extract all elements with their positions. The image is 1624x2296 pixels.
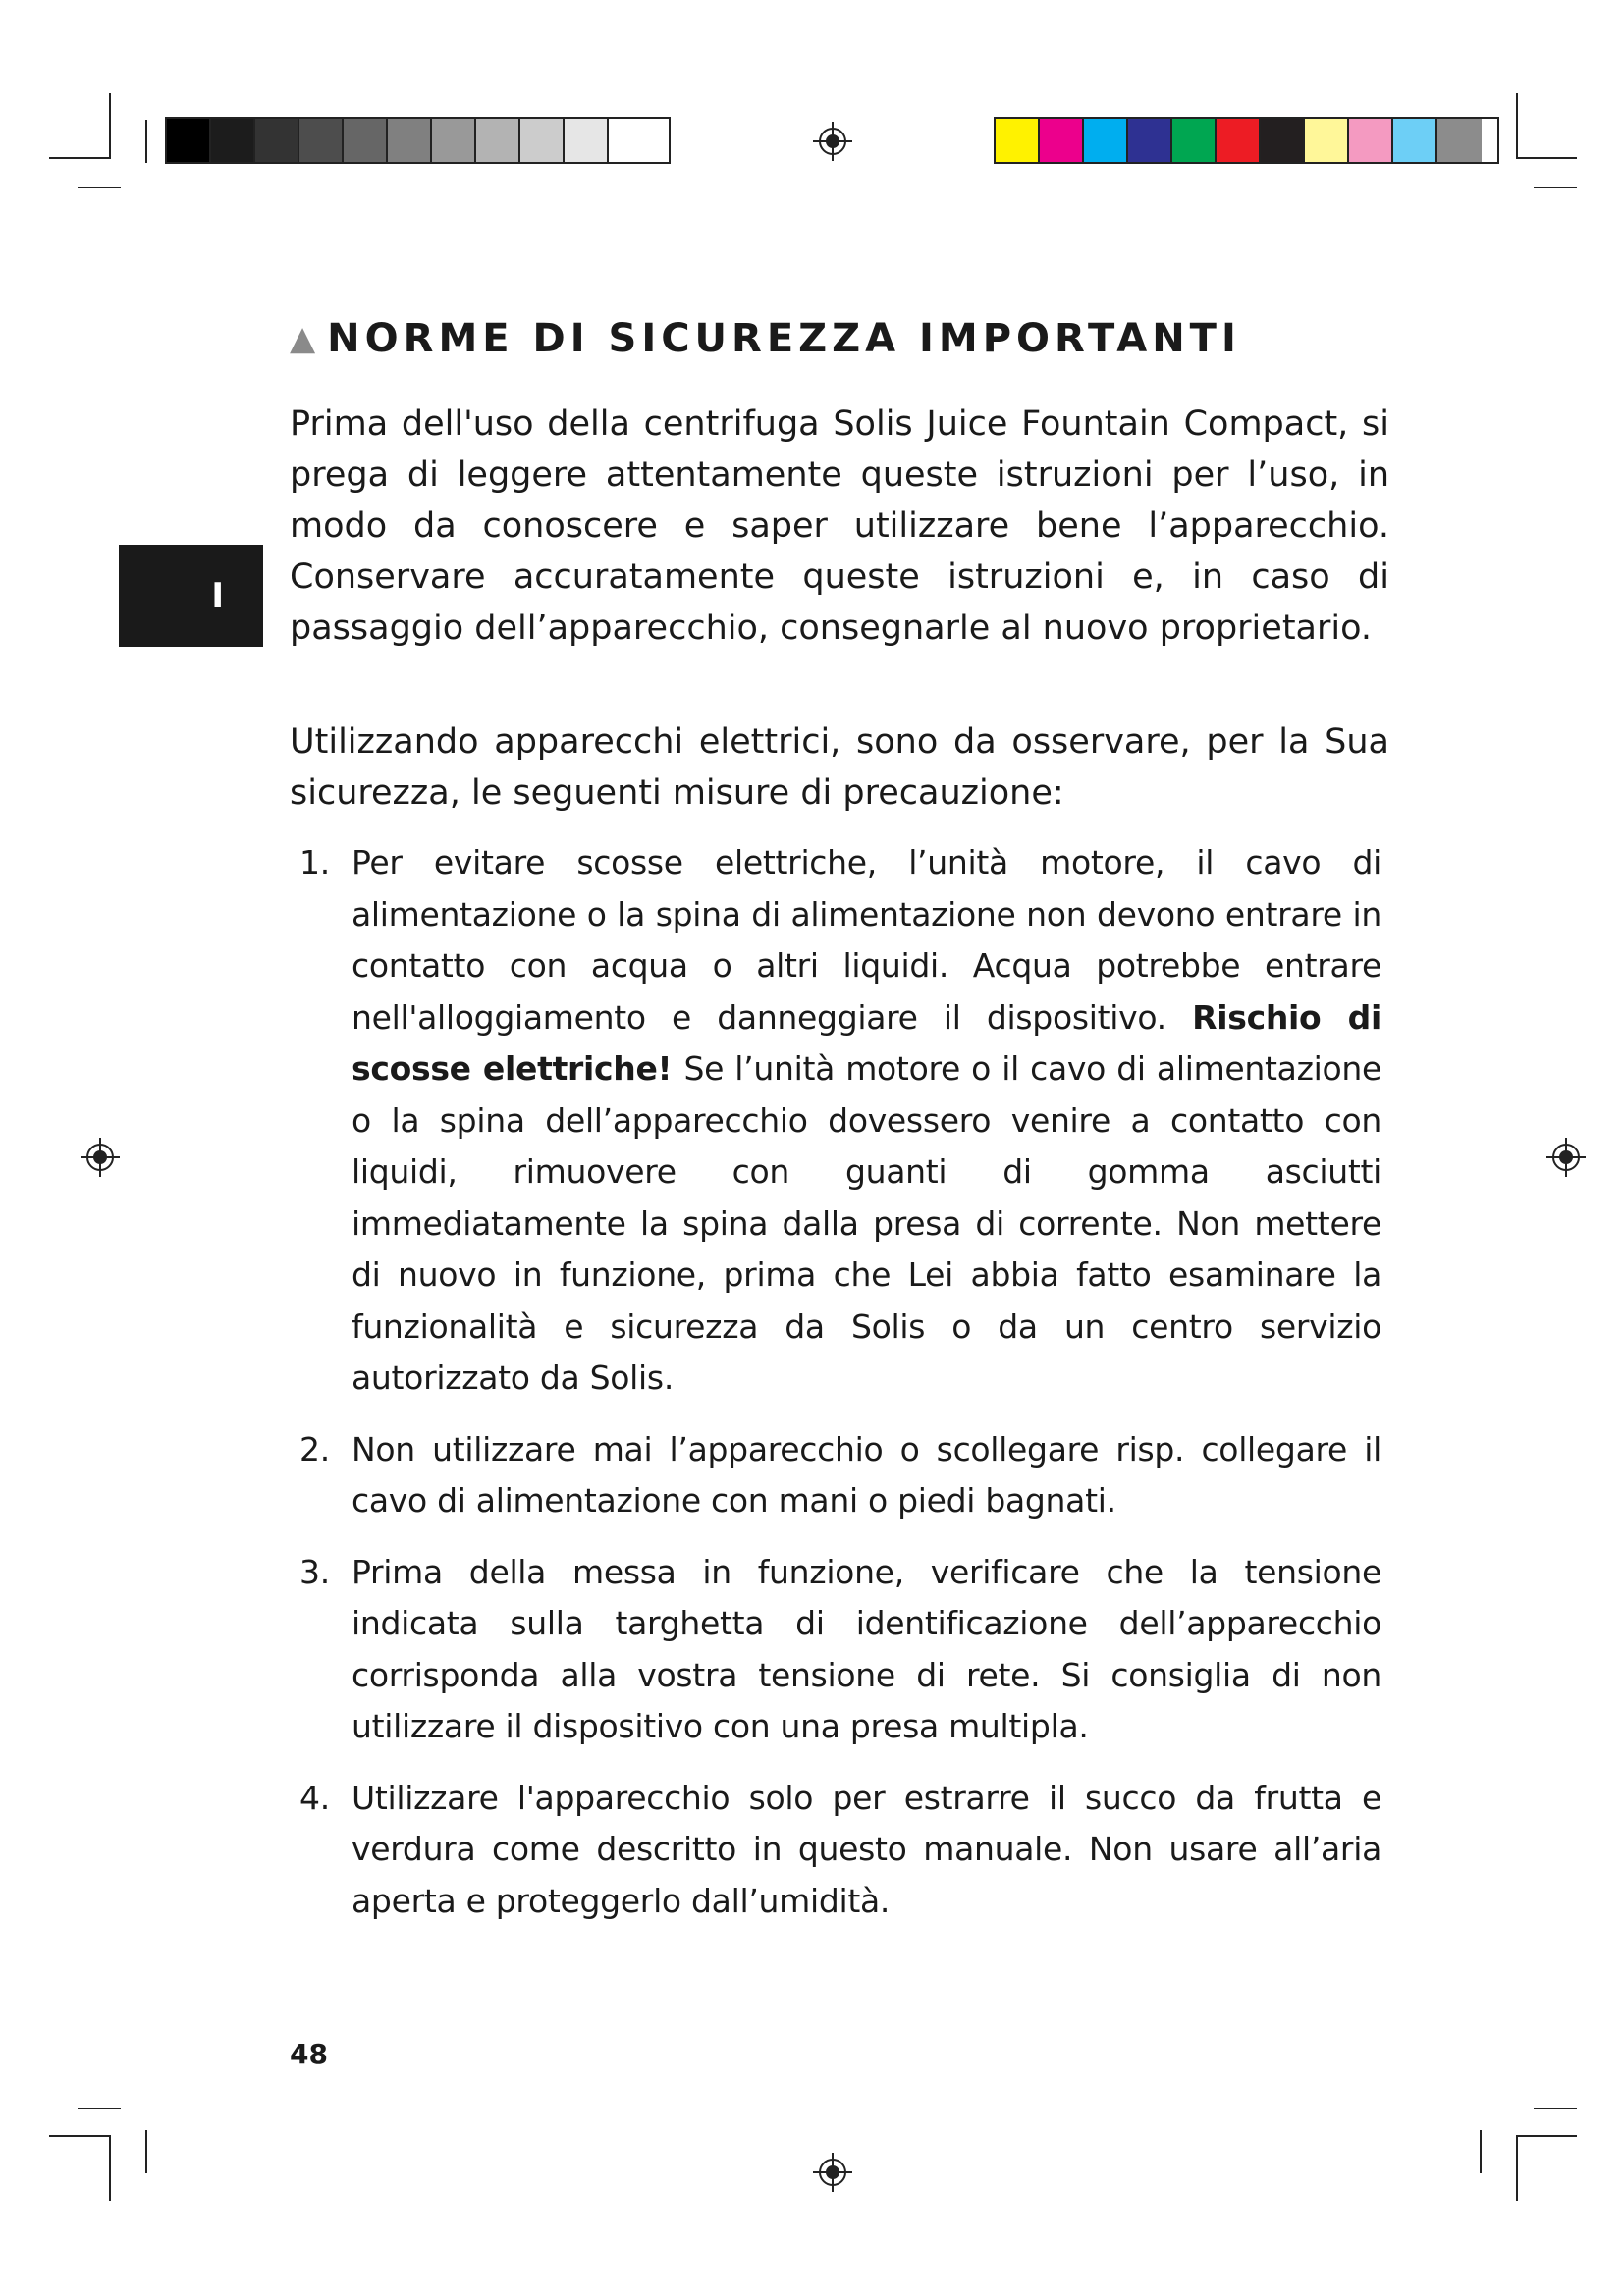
gray-swatch (299, 119, 344, 162)
color-swatch (1217, 119, 1261, 162)
item-number: 1. (299, 843, 330, 881)
gray-swatch (520, 119, 565, 162)
crop-mark (1534, 187, 1577, 188)
crop-mark (145, 2130, 147, 2173)
item-number: 2. (299, 1429, 330, 1468)
process-color-bar (994, 117, 1499, 164)
color-swatch (1261, 119, 1305, 162)
crop-mark (1534, 2108, 1577, 2109)
crop-mark (1516, 2135, 1577, 2137)
color-swatch (1393, 119, 1437, 162)
grayscale-color-bar (165, 117, 671, 164)
color-swatch (1128, 119, 1172, 162)
gray-swatch (167, 119, 211, 162)
language-tab: I (119, 545, 263, 647)
warning-text: Rischio di scosse elettriche! (352, 997, 1381, 1088)
gray-swatch (388, 119, 432, 162)
registration-mark-icon (813, 2153, 852, 2192)
crop-mark (109, 93, 111, 159)
gray-swatch (344, 119, 388, 162)
gray-swatch (476, 119, 520, 162)
registration-mark-icon (81, 1138, 120, 1177)
gray-swatch (211, 119, 255, 162)
item-number: 3. (299, 1552, 330, 1591)
color-swatch (1305, 119, 1349, 162)
item-text: Utilizzare l'apparecchio solo per estrarre il succo da frutta e verdura come descritto in questo manuale. Non usare all’aria aperta e proteggerlo dall’umidità. (352, 1778, 1381, 1920)
crop-mark (1480, 2130, 1482, 2173)
gray-swatch (565, 119, 609, 162)
crop-mark (109, 2135, 111, 2201)
heading-title: NORME DI SICUREZZA IMPORTANTI (327, 316, 1241, 361)
color-swatch (996, 119, 1040, 162)
intro-paragraph: Prima dell'uso della centrifuga Solis Juice Fountain Compact, si prega di leggere attentamente queste istruzioni per l’uso, in modo da conoscere e saper utilizzare bene l’apparecchio. Conservare accuratamente queste istruzioni e, in caso di passaggio dell’apparecchio, consegnarle al nuovo proprietario. (290, 404, 1389, 648)
list-item (299, 1547, 1381, 1753)
gray-swatch (255, 119, 299, 162)
warning-triangle-icon: ▲ (290, 319, 316, 358)
color-swatch (1349, 119, 1393, 162)
item-text: Se l’unità motore o il cavo di alimentazione o la spina dell’apparecchio dovessero venire a contatto con liquidi, rimuovere con guanti di gomma asciutti immediatamente la spina dalla presa di corrente. Non mettere di nuovo in funzione, prima che Lei abbia fatto esaminare la funzionalità e sicurezza da Solis o da un centro servizio autorizzato da Solis. (352, 1049, 1381, 1397)
crop-mark (1516, 157, 1577, 159)
item-number: 4. (299, 1778, 330, 1817)
color-swatch (1172, 119, 1217, 162)
item-text: Per evitare scosse elettriche, l’unità motore, il cavo di alimentazione o la spina di alimentazione non devono entrare in contatto con acqua o altri liquidi. Acqua potrebbe entrare nell'alloggiamento e danneggiare il dispositivo. (352, 843, 1381, 1037)
list-item (299, 1773, 1381, 1928)
color-swatch (1040, 119, 1084, 162)
item-text: Prima della messa in funzione, verificare che la tensione indicata sulla targhetta di identificazione dell’apparecchio corrisponda alla vostra tensione di rete. Si consiglia di non utilizzare il dispositivo con una presa multipla. (352, 1552, 1381, 1745)
crop-mark (78, 2108, 121, 2109)
intro-paragraph: Utilizzando apparecchi elettrici, sono da osservare, per la Sua sicurezza, le seguenti misure di precauzione: (290, 722, 1389, 813)
list-item (299, 1424, 1381, 1527)
crop-mark (49, 2135, 110, 2137)
section-heading (290, 316, 1389, 361)
crop-mark (145, 120, 147, 163)
gray-swatch (609, 119, 653, 162)
color-swatch (1084, 119, 1128, 162)
safety-list (299, 837, 1381, 1947)
gray-swatch (432, 119, 476, 162)
item-text: Non utilizzare mai l’apparecchio o scollegare risp. collegare il cavo di alimentazione con mani o piedi bagnati. (352, 1429, 1381, 1520)
color-swatch (1437, 119, 1482, 162)
page-number: 48 (290, 2038, 328, 2070)
crop-mark (78, 187, 121, 188)
registration-mark-icon (813, 122, 852, 161)
crop-mark (1516, 2135, 1518, 2201)
crop-mark (1516, 93, 1518, 159)
crop-mark (49, 157, 110, 159)
list-item (299, 837, 1381, 1405)
registration-mark-icon (1546, 1138, 1586, 1177)
